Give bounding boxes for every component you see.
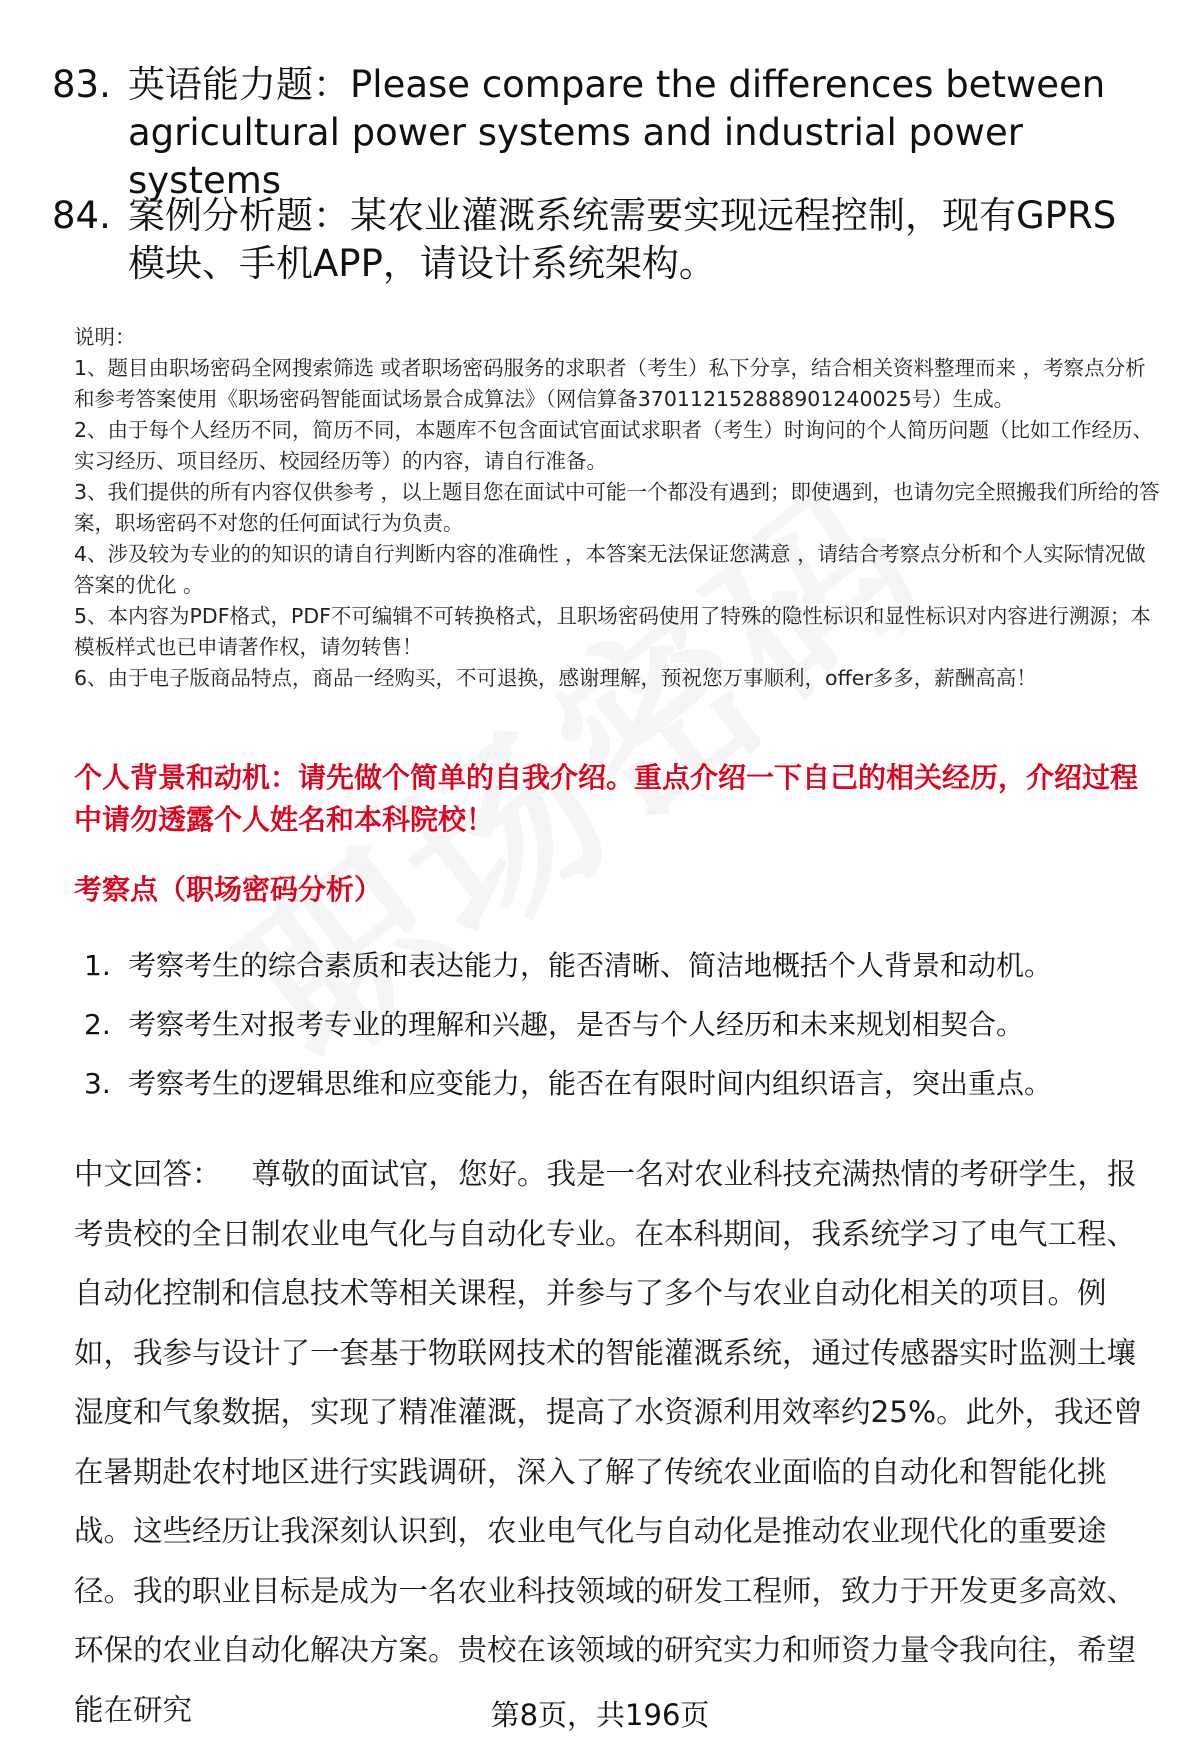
question-text: 案例分析题：某农业灌溉系统需要实现远程控制，现有GPRS模块、手机APP，请设计系统架构。 (128, 194, 1117, 285)
analysis-point (84, 1064, 1164, 1104)
main-question: 个人背景和动机：请先做个简单的自我介绍。重点介绍一下自己的相关经历，介绍过程中请勿透露个人姓名和本科院校！ (74, 761, 1139, 836)
note-item: 6、由于电子版商品特点，商品一经购买，不可退换，感谢理解，预祝您万事顺利，offer多多，薪酬高高！ (74, 666, 1037, 690)
page-footer: 第8页，共196页 (490, 1698, 710, 1732)
note-item: 4、涉及较为专业的的知识的请自行判断内容的准确性 ，本答案无法保证您满意 ，请结合考察点分析和个人实际情况做答案的优化 。 (74, 542, 1146, 597)
note-item: 1、题目由职场密码全网搜索筛选 或者职场密码服务的求职者（考生）私下分享，结合相关资料整理而来 ，考察点分析和参考答案使用《职场密码智能面试场景合成算法》（网信算备370112152888901240025号）生成。 (74, 356, 1146, 411)
point-text: 考察考生的综合素质和表达能力，能否清晰、简洁地概括个人背景和动机。 (128, 949, 1053, 982)
answer-text: 尊敬的面试官，您好。我是一名对农业科技充满热情的考研学生，报考贵校的全日制农业电气化与自动化专业。在本科期间，我系统学习了电气工程、自动化控制和信息技术等相关课程，并参与了多个与农业自动化相关的项目。例如，我参与设计了一套基于物联网技术的智能灌溉系统，通过传感器实时监测土壤湿度和气象数据，实现了精准灌溉，提高了水资源利用效率约25%。此外，我还曾在暑期赴农村地区进行实践调研，深入了解了传统农业面临的自动化和智能化挑战。这些经历让我深刻认识到，农业电气化与自动化是推动农业现代化的重要途径。我的职业目标是成为一名农业科技领域的研发工程师，致力于开发更多高效、环保的农业自动化解决方案。贵校在该领域的研究实力和师资力量令我向往，希望能在研究 (74, 1157, 1143, 1727)
point-number: 3. (84, 1067, 111, 1100)
notes-title: 说明： (74, 325, 136, 349)
question-84 (52, 192, 1152, 288)
note-item: 3、我们提供的所有内容仅供参考 ，以上题目您在面试中可能一个都没有遇到；即使遇到，也请勿完全照搬我们所给的答案，职场密码不对您的任何面试行为负责。 (74, 480, 1160, 535)
point-number: 2. (84, 1008, 111, 1041)
question-number: 84. (52, 194, 111, 237)
analysis-point (84, 1005, 1164, 1045)
answer-paragraph (74, 1145, 1154, 1740)
point-number: 1. (84, 949, 111, 982)
note-item: 5、本内容为PDF格式，PDF不可编辑不可转换格式，且职场密码使用了特殊的隐性标识和显性标识对内容进行溯源；本模板样式也已申请著作权，请勿转售！ (74, 604, 1151, 659)
question-83 (52, 61, 1152, 205)
notes-section (74, 322, 1164, 694)
answer-label: 中文回答： (74, 1157, 222, 1191)
analysis-points (84, 946, 1164, 1123)
point-text: 考察考生的逻辑思维和应变能力，能否在有限时间内组织语言，突出重点。 (128, 1067, 1053, 1100)
point-text: 考察考生对报考专业的理解和兴趣，是否与个人经历和未来规划相契合。 (128, 1008, 1025, 1041)
question-text: 英语能力题：Please compare the differences between agricultural power systems and industrial power systems (128, 63, 1106, 202)
analysis-point (84, 946, 1164, 986)
analysis-heading: 考察点（职场密码分析） (74, 873, 383, 906)
note-item: 2、由于每个人经历不同，简历不同，本题库不包含面试官面试求职者（考生）时询问的个人简历问题（比如工作经历、实习经历、项目经历、校园经历等）的内容，请自行准备。 (74, 418, 1154, 473)
question-number: 83. (52, 63, 111, 106)
